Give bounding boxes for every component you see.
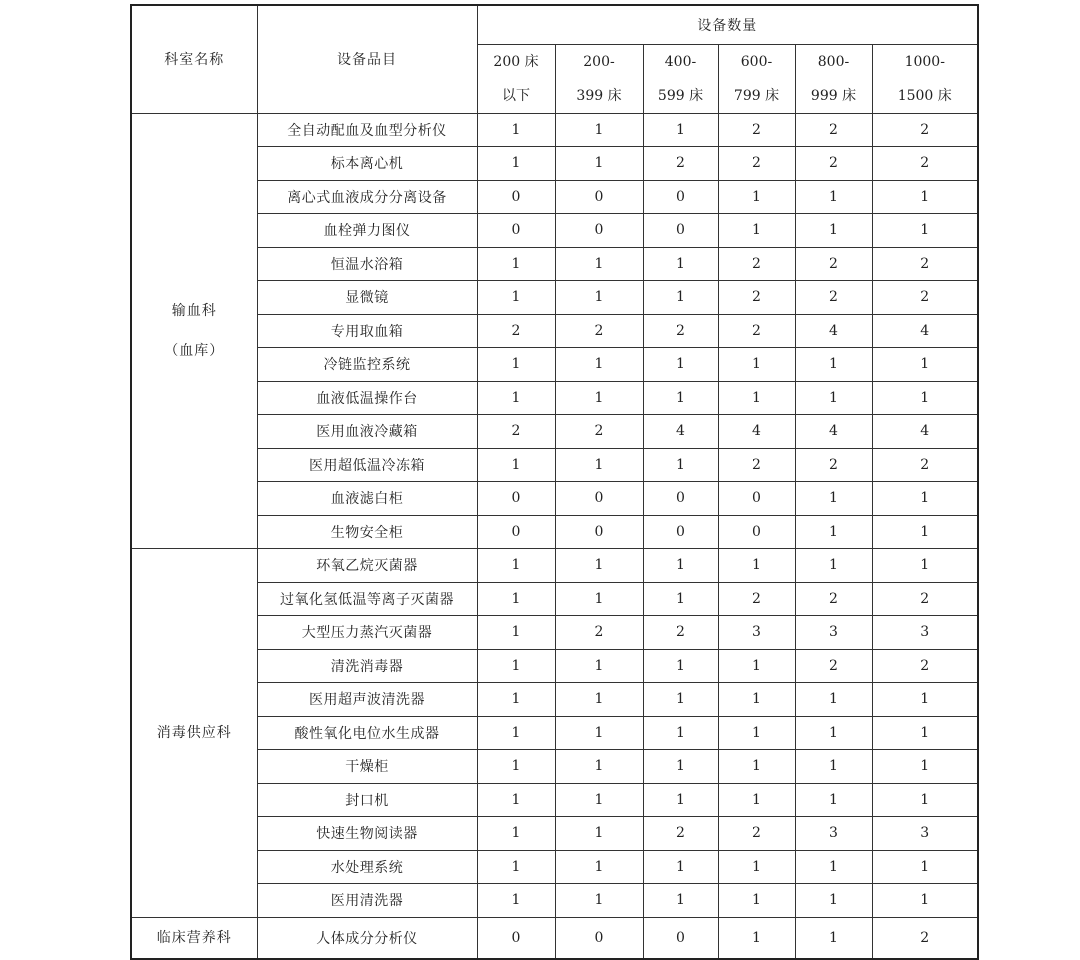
quantity-cell: 1 <box>477 850 555 884</box>
quantity-cell: 1 <box>477 582 555 616</box>
equipment-item: 血液低温操作台 <box>257 381 477 415</box>
quantity-cell: 1 <box>872 750 978 784</box>
equipment-item: 大型压力蒸汽灭菌器 <box>257 616 477 650</box>
table-row <box>131 348 978 382</box>
table-row <box>131 247 978 281</box>
quantity-cell: 2 <box>643 616 718 650</box>
quantity-cell: 1 <box>718 348 795 382</box>
table-row <box>131 281 978 315</box>
quantity-cell: 2 <box>872 281 978 315</box>
table-row <box>131 180 978 214</box>
quantity-cell: 1 <box>643 448 718 482</box>
quantity-cell: 2 <box>718 113 795 147</box>
department-name <box>131 549 257 918</box>
quantity-cell: 1 <box>555 247 643 281</box>
quantity-cell: 1 <box>477 884 555 918</box>
department-name-line1: 输血科 <box>171 302 217 319</box>
table-row <box>131 817 978 851</box>
table-row <box>131 616 978 650</box>
table-row <box>131 515 978 549</box>
quantity-cell: 2 <box>643 817 718 851</box>
equipment-item: 专用取血箱 <box>257 314 477 348</box>
quantity-cell: 1 <box>477 348 555 382</box>
quantity-cell: 1 <box>555 649 643 683</box>
bed-size-line2: 599 床 <box>657 87 704 104</box>
quantity-cell: 2 <box>718 582 795 616</box>
quantity-cell: 1 <box>872 884 978 918</box>
quantity-cell: 1 <box>872 482 978 516</box>
quantity-cell: 0 <box>643 482 718 516</box>
item-header: 设备品目 <box>257 5 477 113</box>
quantity-cell: 1 <box>872 783 978 817</box>
equipment-item: 水处理系统 <box>257 850 477 884</box>
bed-size-line1: 600- <box>740 53 773 70</box>
equipment-item: 医用清洗器 <box>257 884 477 918</box>
equipment-item: 冷链监控系统 <box>257 348 477 382</box>
quantity-cell: 1 <box>555 147 643 181</box>
quantity-cell: 1 <box>718 716 795 750</box>
quantity-cell: 1 <box>477 616 555 650</box>
quantity-cell: 1 <box>643 582 718 616</box>
quantity-cell: 1 <box>643 348 718 382</box>
quantity-cell: 0 <box>643 180 718 214</box>
quantity-cell: 1 <box>555 884 643 918</box>
quantity-cell: 1 <box>555 113 643 147</box>
quantity-cell: 1 <box>643 683 718 717</box>
quantity-cell: 1 <box>555 448 643 482</box>
quantity-cell: 1 <box>643 783 718 817</box>
quantity-cell: 2 <box>718 247 795 281</box>
quantity-cell: 1 <box>718 683 795 717</box>
quantity-cell: 1 <box>643 750 718 784</box>
quantity-cell: 4 <box>872 415 978 449</box>
quantity-cell: 2 <box>555 616 643 650</box>
department-name-line2: （血库） <box>164 342 225 359</box>
quantity-cell: 1 <box>643 247 718 281</box>
table-row <box>131 214 978 248</box>
quantity-cell: 4 <box>718 415 795 449</box>
quantity-cell: 2 <box>795 147 872 181</box>
table-row <box>131 716 978 750</box>
table-row <box>131 415 978 449</box>
quantity-cell: 1 <box>477 381 555 415</box>
quantity-cell: 0 <box>477 515 555 549</box>
quantity-cell: 2 <box>872 448 978 482</box>
quantity-cell: 4 <box>795 415 872 449</box>
equipment-item: 过氧化氢低温等离子灭菌器 <box>257 582 477 616</box>
equipment-item: 血栓弹力图仪 <box>257 214 477 248</box>
quantity-cell: 1 <box>477 783 555 817</box>
quantity-cell: 1 <box>795 716 872 750</box>
equipment-item: 干燥柜 <box>257 750 477 784</box>
equipment-item: 生物安全柜 <box>257 515 477 549</box>
equipment-item: 医用血液冷藏箱 <box>257 415 477 449</box>
quantity-cell: 1 <box>795 783 872 817</box>
bed-size-line2: 999 床 <box>810 87 857 104</box>
table-row <box>131 549 978 583</box>
quantity-cell: 1 <box>872 515 978 549</box>
equipment-item: 快速生物阅读器 <box>257 817 477 851</box>
quantity-cell: 1 <box>477 147 555 181</box>
quantity-cell: 1 <box>477 448 555 482</box>
quantity-cell: 1 <box>872 850 978 884</box>
quantity-cell: 1 <box>718 180 795 214</box>
table-row <box>131 314 978 348</box>
bed-size-line2: 1500 床 <box>897 87 952 104</box>
table-row <box>131 917 978 959</box>
quantity-cell: 1 <box>872 716 978 750</box>
quantity-cell: 1 <box>555 683 643 717</box>
table-row <box>131 850 978 884</box>
equipment-item: 环氧乙烷灭菌器 <box>257 549 477 583</box>
quantity-cell: 2 <box>477 314 555 348</box>
bed-size-header <box>872 44 978 113</box>
table-row <box>131 783 978 817</box>
quantity-cell: 3 <box>795 616 872 650</box>
quantity-cell: 1 <box>872 381 978 415</box>
quantity-cell: 1 <box>555 582 643 616</box>
quantity-cell: 1 <box>795 348 872 382</box>
header-row-top <box>131 5 978 44</box>
table-row <box>131 750 978 784</box>
quantity-cell: 2 <box>718 817 795 851</box>
qty-header: 设备数量 <box>477 5 978 44</box>
quantity-cell: 1 <box>795 750 872 784</box>
quantity-cell: 3 <box>718 616 795 650</box>
department-name-line1: 消毒供应科 <box>156 724 232 741</box>
quantity-cell: 2 <box>872 582 978 616</box>
quantity-cell: 1 <box>718 783 795 817</box>
quantity-cell: 1 <box>555 850 643 884</box>
quantity-cell: 2 <box>872 147 978 181</box>
quantity-cell: 2 <box>795 582 872 616</box>
quantity-cell: 0 <box>643 917 718 959</box>
quantity-cell: 1 <box>795 884 872 918</box>
equipment-item: 清洗消毒器 <box>257 649 477 683</box>
quantity-cell: 0 <box>718 482 795 516</box>
quantity-cell: 2 <box>555 314 643 348</box>
equipment-item: 血液滤白柜 <box>257 482 477 516</box>
table-row <box>131 381 978 415</box>
quantity-cell: 4 <box>795 314 872 348</box>
equipment-item: 全自动配血及血型分析仪 <box>257 113 477 147</box>
bed-size-line1: 200 床 <box>493 53 539 70</box>
quantity-cell: 1 <box>643 381 718 415</box>
quantity-cell: 1 <box>718 549 795 583</box>
quantity-cell: 1 <box>718 850 795 884</box>
bed-size-header <box>477 44 555 113</box>
quantity-cell: 1 <box>555 549 643 583</box>
quantity-cell: 1 <box>795 515 872 549</box>
quantity-cell: 1 <box>477 649 555 683</box>
quantity-cell: 1 <box>643 281 718 315</box>
quantity-cell: 1 <box>872 549 978 583</box>
quantity-cell: 1 <box>795 850 872 884</box>
quantity-cell: 4 <box>643 415 718 449</box>
table-row <box>131 649 978 683</box>
equipment-item: 人体成分分析仪 <box>257 917 477 959</box>
quantity-cell: 2 <box>718 314 795 348</box>
quantity-cell: 0 <box>555 214 643 248</box>
department-name <box>131 917 257 959</box>
bed-size-line2: 399 床 <box>576 87 622 104</box>
equipment-item: 显微镜 <box>257 281 477 315</box>
bed-size-line2: 799 床 <box>733 87 780 104</box>
quantity-cell: 2 <box>643 314 718 348</box>
quantity-cell: 2 <box>872 917 978 959</box>
quantity-cell: 1 <box>477 247 555 281</box>
quantity-cell: 1 <box>718 649 795 683</box>
quantity-cell: 2 <box>718 281 795 315</box>
quantity-cell: 1 <box>872 683 978 717</box>
bed-size-line1: 400- <box>664 53 697 70</box>
equipment-item: 封口机 <box>257 783 477 817</box>
equipment-table-document <box>130 4 977 952</box>
quantity-cell: 2 <box>643 147 718 181</box>
bed-size-header <box>795 44 872 113</box>
table-row <box>131 448 978 482</box>
quantity-cell: 1 <box>477 716 555 750</box>
table-row <box>131 147 978 181</box>
quantity-cell: 1 <box>795 381 872 415</box>
bed-size-header <box>555 44 643 113</box>
quantity-cell: 1 <box>872 214 978 248</box>
bed-size-line2: 以下 <box>502 87 530 104</box>
quantity-cell: 2 <box>872 649 978 683</box>
equipment-item: 标本离心机 <box>257 147 477 181</box>
quantity-cell: 1 <box>718 917 795 959</box>
quantity-cell: 1 <box>555 716 643 750</box>
department-name-line1: 临床营养科 <box>156 929 232 946</box>
equipment-item: 恒温水浴箱 <box>257 247 477 281</box>
quantity-cell: 2 <box>795 247 872 281</box>
quantity-cell: 1 <box>872 180 978 214</box>
quantity-cell: 2 <box>795 281 872 315</box>
quantity-cell: 1 <box>718 214 795 248</box>
table-row <box>131 482 978 516</box>
equipment-item: 离心式血液成分分离设备 <box>257 180 477 214</box>
quantity-cell: 0 <box>477 180 555 214</box>
equipment-table <box>130 4 979 960</box>
quantity-cell: 3 <box>872 616 978 650</box>
quantity-cell: 1 <box>477 281 555 315</box>
equipment-item: 酸性氧化电位水生成器 <box>257 716 477 750</box>
quantity-cell: 2 <box>718 147 795 181</box>
quantity-cell: 1 <box>555 817 643 851</box>
quantity-cell: 1 <box>643 716 718 750</box>
quantity-cell: 1 <box>555 281 643 315</box>
equipment-item: 医用超声波清洗器 <box>257 683 477 717</box>
quantity-cell: 1 <box>795 482 872 516</box>
quantity-cell: 1 <box>643 850 718 884</box>
quantity-cell: 2 <box>795 649 872 683</box>
quantity-cell: 0 <box>643 515 718 549</box>
bed-size-header <box>643 44 718 113</box>
quantity-cell: 1 <box>795 214 872 248</box>
quantity-cell: 0 <box>477 917 555 959</box>
quantity-cell: 0 <box>477 482 555 516</box>
quantity-cell: 2 <box>872 113 978 147</box>
quantity-cell: 1 <box>643 549 718 583</box>
table-row <box>131 582 978 616</box>
quantity-cell: 0 <box>643 214 718 248</box>
equipment-item: 医用超低温冷冻箱 <box>257 448 477 482</box>
quantity-cell: 4 <box>872 314 978 348</box>
quantity-cell: 1 <box>795 683 872 717</box>
table-row <box>131 113 978 147</box>
quantity-cell: 1 <box>555 783 643 817</box>
quantity-cell: 1 <box>477 113 555 147</box>
quantity-cell: 1 <box>477 549 555 583</box>
quantity-cell: 1 <box>643 113 718 147</box>
quantity-cell: 1 <box>643 884 718 918</box>
quantity-cell: 1 <box>643 649 718 683</box>
quantity-cell: 0 <box>555 515 643 549</box>
department-name <box>131 113 257 549</box>
bed-size-line1: 1000- <box>904 53 945 70</box>
quantity-cell: 1 <box>477 683 555 717</box>
quantity-cell: 2 <box>555 415 643 449</box>
quantity-cell: 1 <box>718 381 795 415</box>
quantity-cell: 0 <box>555 180 643 214</box>
quantity-cell: 0 <box>555 482 643 516</box>
bed-size-line1: 800- <box>817 53 850 70</box>
dept-header: 科室名称 <box>131 5 257 113</box>
quantity-cell: 1 <box>555 750 643 784</box>
table-row <box>131 884 978 918</box>
quantity-cell: 1 <box>477 750 555 784</box>
quantity-cell: 1 <box>555 348 643 382</box>
quantity-cell: 2 <box>477 415 555 449</box>
quantity-cell: 3 <box>795 817 872 851</box>
quantity-cell: 2 <box>718 448 795 482</box>
bed-size-line1: 200- <box>583 53 615 70</box>
quantity-cell: 1 <box>795 180 872 214</box>
quantity-cell: 2 <box>795 448 872 482</box>
quantity-cell: 0 <box>555 917 643 959</box>
quantity-cell: 1 <box>477 817 555 851</box>
quantity-cell: 1 <box>795 917 872 959</box>
quantity-cell: 3 <box>872 817 978 851</box>
quantity-cell: 2 <box>795 113 872 147</box>
quantity-cell: 1 <box>555 381 643 415</box>
quantity-cell: 0 <box>718 515 795 549</box>
quantity-cell: 0 <box>477 214 555 248</box>
quantity-cell: 1 <box>872 348 978 382</box>
table-row <box>131 683 978 717</box>
quantity-cell: 2 <box>872 247 978 281</box>
quantity-cell: 1 <box>718 750 795 784</box>
bed-size-header <box>718 44 795 113</box>
quantity-cell: 1 <box>795 549 872 583</box>
quantity-cell: 1 <box>718 884 795 918</box>
